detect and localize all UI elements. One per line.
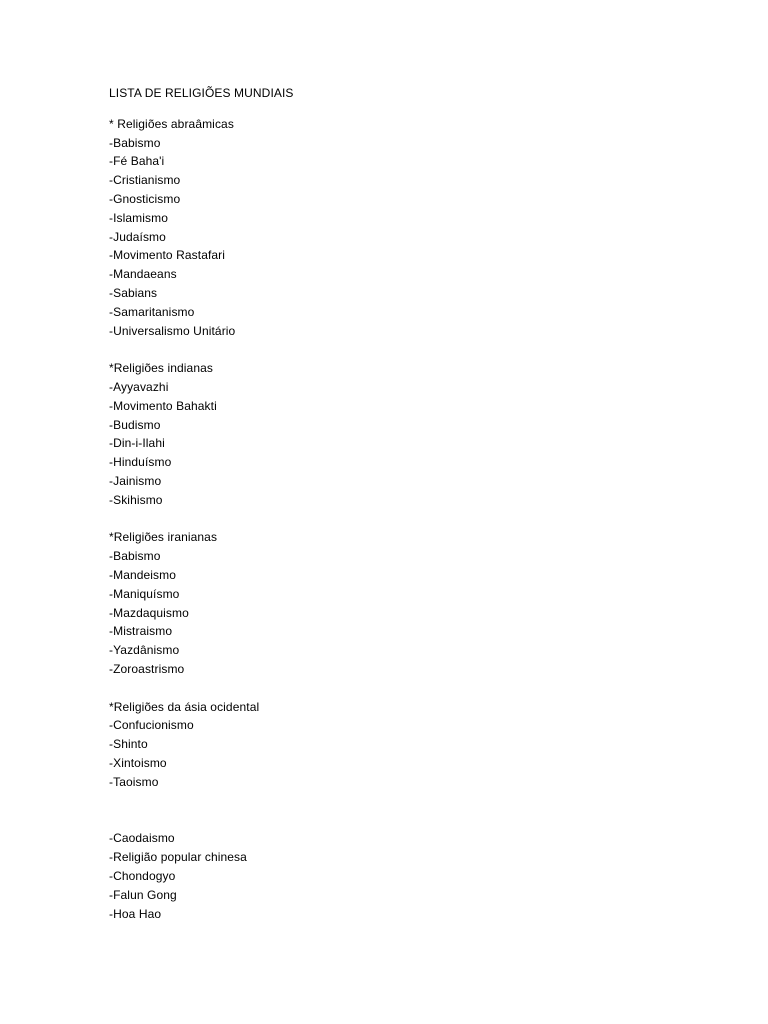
religion-list (109, 378, 669, 510)
list-item: -Mistraismo (109, 624, 173, 639)
list-item: -Movimento Bahakti (109, 398, 217, 413)
list-item: -Jainismo (109, 473, 162, 488)
list-item: -Movimento Rastafari (109, 248, 226, 263)
list-item: -Yazdânismo (109, 643, 180, 658)
document-body (109, 84, 669, 923)
religion-list (109, 134, 669, 341)
list-item: -Islamismo (109, 210, 169, 225)
list-item: -Babismo (109, 135, 161, 150)
section-heading: * Religiões abraâmicas (109, 116, 234, 131)
list-item: -Mazdaquismo (109, 605, 189, 620)
list-item: -Skihismo (109, 492, 163, 507)
list-item: -Chondogyo (109, 869, 176, 884)
list-item: -Confucionismo (109, 718, 194, 733)
list-item: -Sabians (109, 285, 158, 300)
list-item: -Xintoismo (109, 755, 167, 770)
list-item: -Hinduísmo (109, 455, 172, 470)
list-item: -Maniquísmo (109, 586, 180, 601)
list-item: -Gnosticismo (109, 191, 181, 206)
document-title: LISTA DE RELIGIÕES MUNDIAIS (109, 86, 294, 100)
list-item: -Fé Baha'i (109, 154, 165, 169)
section-heading: *Religiões iranianas (109, 530, 218, 545)
list-item: -Samaritanismo (109, 304, 195, 319)
section-heading: *Religiões indianas (109, 361, 213, 376)
list-item: -Taoismo (109, 774, 159, 789)
list-item: -Religião popular chinesa (109, 850, 247, 865)
list-item: -Universalismo Unitário (109, 323, 236, 338)
religion-list (109, 829, 669, 923)
list-item: -Cristianismo (109, 173, 181, 188)
list-item: -Babismo (109, 549, 161, 564)
list-item: -Ayyavazhi (109, 379, 169, 394)
list-item: -Caodaismo (109, 831, 175, 846)
section-indian (109, 359, 669, 509)
list-item: -Mandaeans (109, 267, 177, 282)
religion-list (109, 716, 669, 791)
section-west-asia (109, 698, 669, 792)
list-item: -Falun Gong (109, 887, 177, 902)
section-abrahamic (109, 115, 669, 341)
section-untitled (109, 829, 669, 923)
list-item: -Din-i-Ilahi (109, 436, 165, 451)
list-item: -Shinto (109, 737, 148, 752)
section-heading: *Religiões da ásia ocidental (109, 699, 260, 714)
religion-list (109, 547, 669, 679)
list-item: -Zoroastrismo (109, 661, 185, 676)
section-iranian (109, 528, 669, 678)
list-item: -Budismo (109, 417, 161, 432)
list-item: -Judaísmo (109, 229, 166, 244)
list-item: -Mandeismo (109, 567, 177, 582)
list-item: -Hoa Hao (109, 906, 162, 921)
